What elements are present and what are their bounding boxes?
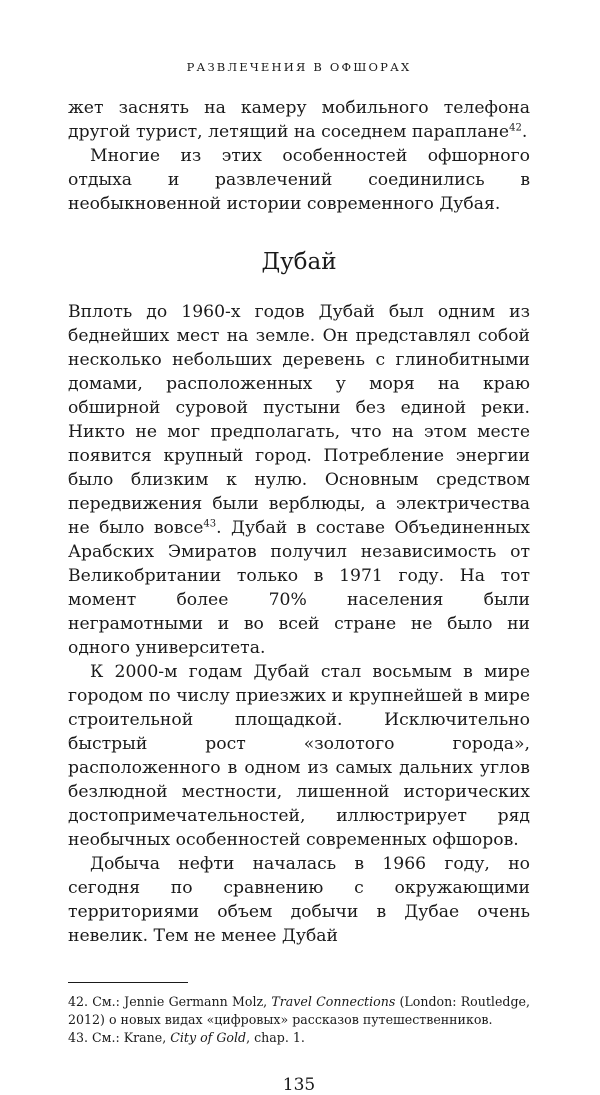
paragraph-intro: Многие из этих особенностей офшорного отдыха и развлечений соединились в необыкновенной истории современного Дубая.	[68, 146, 530, 214]
paragraph-text: . Дубай в составе Объединенных Арабских Эмиратов получил независимость от Великобритании только в 1971 году. На тот момент более 70% населения были неграмотными и во всей стране не было ни одного университета.	[68, 518, 530, 658]
footnote-43	[68, 1029, 530, 1047]
footnote-text: См.: Krane,	[92, 1030, 171, 1045]
paragraph-text: Вплоть до 1960-х годов Дубай был одним из беднейших мест на земле. Он представлял собой несколько небольших деревень с глинобитными домами, расположенных у моря на краю обширной суровой пустыни без единой реки. Никто не мог предполагать, что на этом месте появится крупный город. Потребление энергии было близким к нулю. Основным средством передвижения были верблюды, а электричества не было вовсе	[68, 302, 530, 538]
footnote-text: , chap. 1.	[246, 1030, 305, 1045]
paragraph-1	[68, 300, 530, 660]
footnote-ref-43[interactable]: 43	[203, 518, 217, 530]
paragraph-text: жет заснять на камеру мобильного телефона другой турист, летящий на соседнем параплане	[68, 98, 530, 142]
footnotes	[68, 993, 530, 1047]
paragraph-tail: .	[521, 122, 528, 142]
footnote-number: 43.	[68, 1030, 89, 1045]
footnote-title: Travel Connections	[271, 994, 396, 1009]
footnote-text: См.: Jennie Germann Molz,	[92, 994, 272, 1009]
footnote-title: City of Gold	[170, 1030, 247, 1045]
footnote-number: 42.	[68, 994, 89, 1009]
page-number: 135	[282, 1075, 316, 1095]
paragraph-continued	[68, 96, 530, 144]
paragraph-3: Добыча нефти началась в 1966 году, но сегодня по сравнению с окружающими территориями объем добычи в Дубае очень невелик. Тем не менее Дубай	[68, 854, 530, 946]
book-page	[68, 60, 530, 1095]
section-title: Дубай	[261, 249, 337, 275]
running-head: РАЗВЛЕЧЕНИЯ В ОФШОРАХ	[186, 60, 412, 74]
paragraph-2: К 2000-м годам Дубай стал восьмым в мире городом по числу приезжих и крупнейшей в мире строительной площадкой. Исключительно быстрый рост «золотого города», расположенного в одном из самых дальних углов безлюдной местности, лишенной исторических достопримечательностей, иллюстрирует ряд необычных особенностей современных офшоров.	[68, 662, 530, 850]
footnote-42	[68, 993, 530, 1029]
footnote-ref-42[interactable]: 42	[509, 122, 522, 134]
footnote-text: (London: Routledge, 2012) о новых видах «цифровых» рассказов путешественников.	[68, 994, 530, 1027]
footnote-divider	[68, 982, 188, 983]
main-text	[68, 96, 530, 948]
